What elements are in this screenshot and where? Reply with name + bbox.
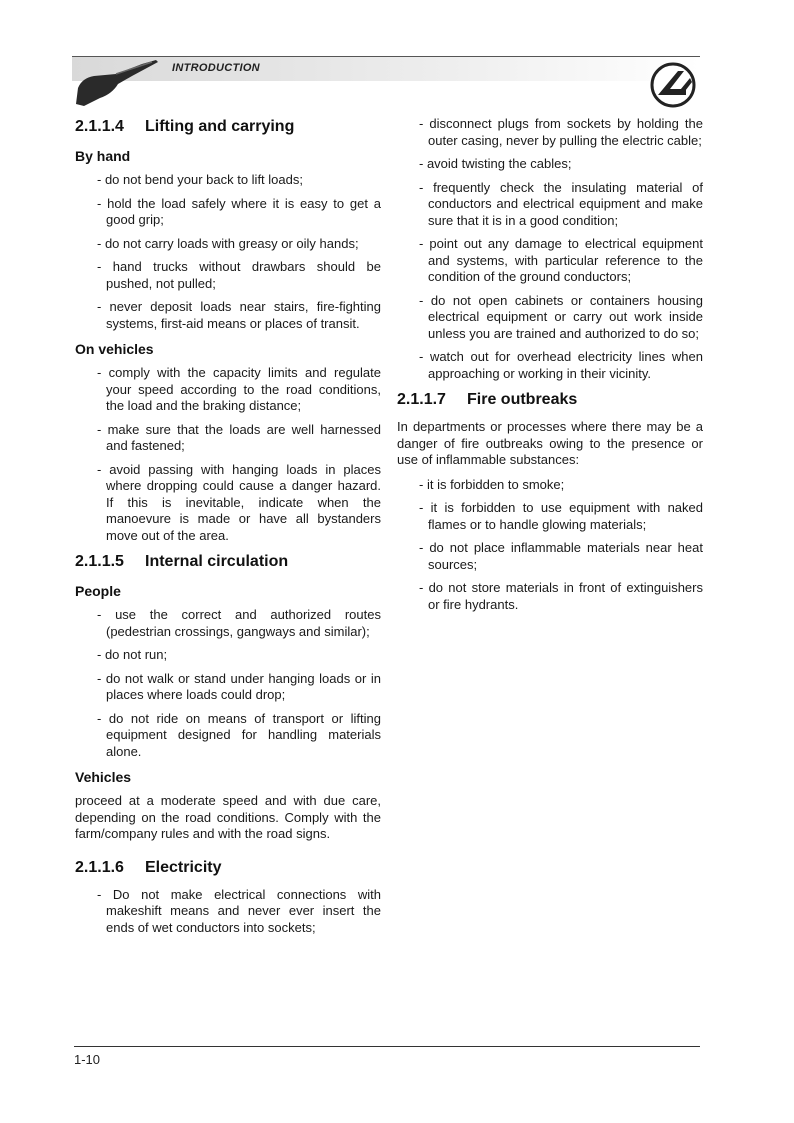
section-number: 2.1.1.4 bbox=[75, 118, 124, 135]
left-column bbox=[75, 116, 381, 943]
list-item: - do not walk or stand under hanging loads or in places where loads could drop; bbox=[97, 671, 381, 704]
on-vehicles-list bbox=[75, 365, 381, 544]
fire-list bbox=[397, 477, 703, 614]
vehicles-paragraph: proceed at a moderate speed and with due care, depending on the road conditions. Comply with the farm/company rules and with the road signs. bbox=[75, 793, 381, 841]
list-item: - never deposit loads near stairs, fire-fighting systems, first-aid means or places of transit. bbox=[97, 299, 381, 332]
subheading-vehicles: Vehicles bbox=[75, 769, 132, 785]
by-hand-list bbox=[75, 172, 381, 332]
list-item: - Do not make electrical connections with makeshift means and never ever insert the ends of wet conductors into sockets; bbox=[97, 887, 381, 937]
section-title: Lifting and carrying bbox=[145, 118, 295, 135]
electricity-list-right bbox=[397, 116, 703, 382]
section-number: 2.1.1.6 bbox=[75, 858, 124, 876]
list-item: - comply with the capacity limits and regulate your speed according to the road conditions, the load and the braking distance; bbox=[97, 365, 381, 415]
list-item: - point out any damage to electrical equipment and systems, with particular reference to the condition of the ground conductors; bbox=[419, 236, 703, 286]
section-title: Internal circulation bbox=[145, 553, 289, 570]
right-column bbox=[397, 116, 703, 620]
section-number: 2.1.1.5 bbox=[75, 553, 124, 570]
people-list bbox=[75, 607, 381, 760]
list-item: - avoid passing with hanging loads in places where dropping could cause a danger hazard. If this is inevitable, indicate when the manoevure is made or have all bystanders move out of the area. bbox=[97, 462, 381, 545]
section-heading-fire-outbreaks bbox=[397, 389, 703, 411]
brand-logo-icon bbox=[646, 62, 700, 108]
section-heading-internal-circulation bbox=[75, 551, 381, 573]
subheading-people: People bbox=[75, 583, 121, 599]
header-title: INTRODUCTION bbox=[172, 62, 260, 74]
list-item: - do not store materials in front of extinguishers or fire hydrants. bbox=[419, 580, 703, 613]
page-header bbox=[72, 52, 702, 112]
list-item: - frequently check the insulating material of conductors and electrical equipment and make sure that it is in a good condition; bbox=[419, 180, 703, 230]
list-item: - avoid twisting the cables; bbox=[419, 156, 703, 173]
section-title: Fire outbreaks bbox=[467, 391, 578, 408]
list-item: - make sure that the loads are well harnessed and fastened; bbox=[97, 422, 381, 455]
list-item: - do not place inflammable materials near heat sources; bbox=[419, 540, 703, 573]
electricity-list-left bbox=[75, 887, 381, 937]
list-item: - hand trucks without drawbars should be pushed, not pulled; bbox=[97, 259, 381, 292]
list-item: - do not open cabinets or containers housing electrical equipment or carry out work inside unless you are trained and authorized to do so; bbox=[419, 293, 703, 343]
list-item: - do not run; bbox=[97, 647, 381, 664]
footer-rule bbox=[74, 1046, 700, 1047]
subheading-by-hand: By hand bbox=[75, 148, 131, 164]
section-number: 2.1.1.7 bbox=[397, 391, 446, 408]
section-heading-lifting bbox=[75, 116, 381, 138]
section-heading-electricity bbox=[75, 857, 381, 879]
list-item: - it is forbidden to smoke; bbox=[419, 477, 703, 494]
fire-intro-paragraph: In departments or processes where there may be a danger of fire outbreaks owing to the presence or use of inflammable substances: bbox=[397, 419, 703, 467]
page-number: 1-10 bbox=[74, 1052, 101, 1067]
pointing-hand-icon bbox=[72, 58, 162, 108]
list-item: - hold the load safely where it is easy to get a good grip; bbox=[97, 196, 381, 229]
list-item: - disconnect plugs from sockets by holding the outer casing, never by pulling the electric cable; bbox=[419, 116, 703, 149]
list-item: - do not bend your back to lift loads; bbox=[97, 172, 381, 189]
header-bar bbox=[72, 56, 700, 81]
section-title: Electricity bbox=[145, 858, 222, 876]
subheading-on-vehicles: On vehicles bbox=[75, 341, 154, 357]
list-item: - watch out for overhead electricity lines when approaching or working in their vicinity. bbox=[419, 349, 703, 382]
list-item: - it is forbidden to use equipment with naked flames or to handle glowing materials; bbox=[419, 500, 703, 533]
list-item: - use the correct and authorized routes (pedestrian crossings, gangways and similar); bbox=[97, 607, 381, 640]
list-item: - do not ride on means of transport or lifting equipment designed for handling materials alone. bbox=[97, 711, 381, 761]
list-item: - do not carry loads with greasy or oily hands; bbox=[97, 236, 381, 253]
